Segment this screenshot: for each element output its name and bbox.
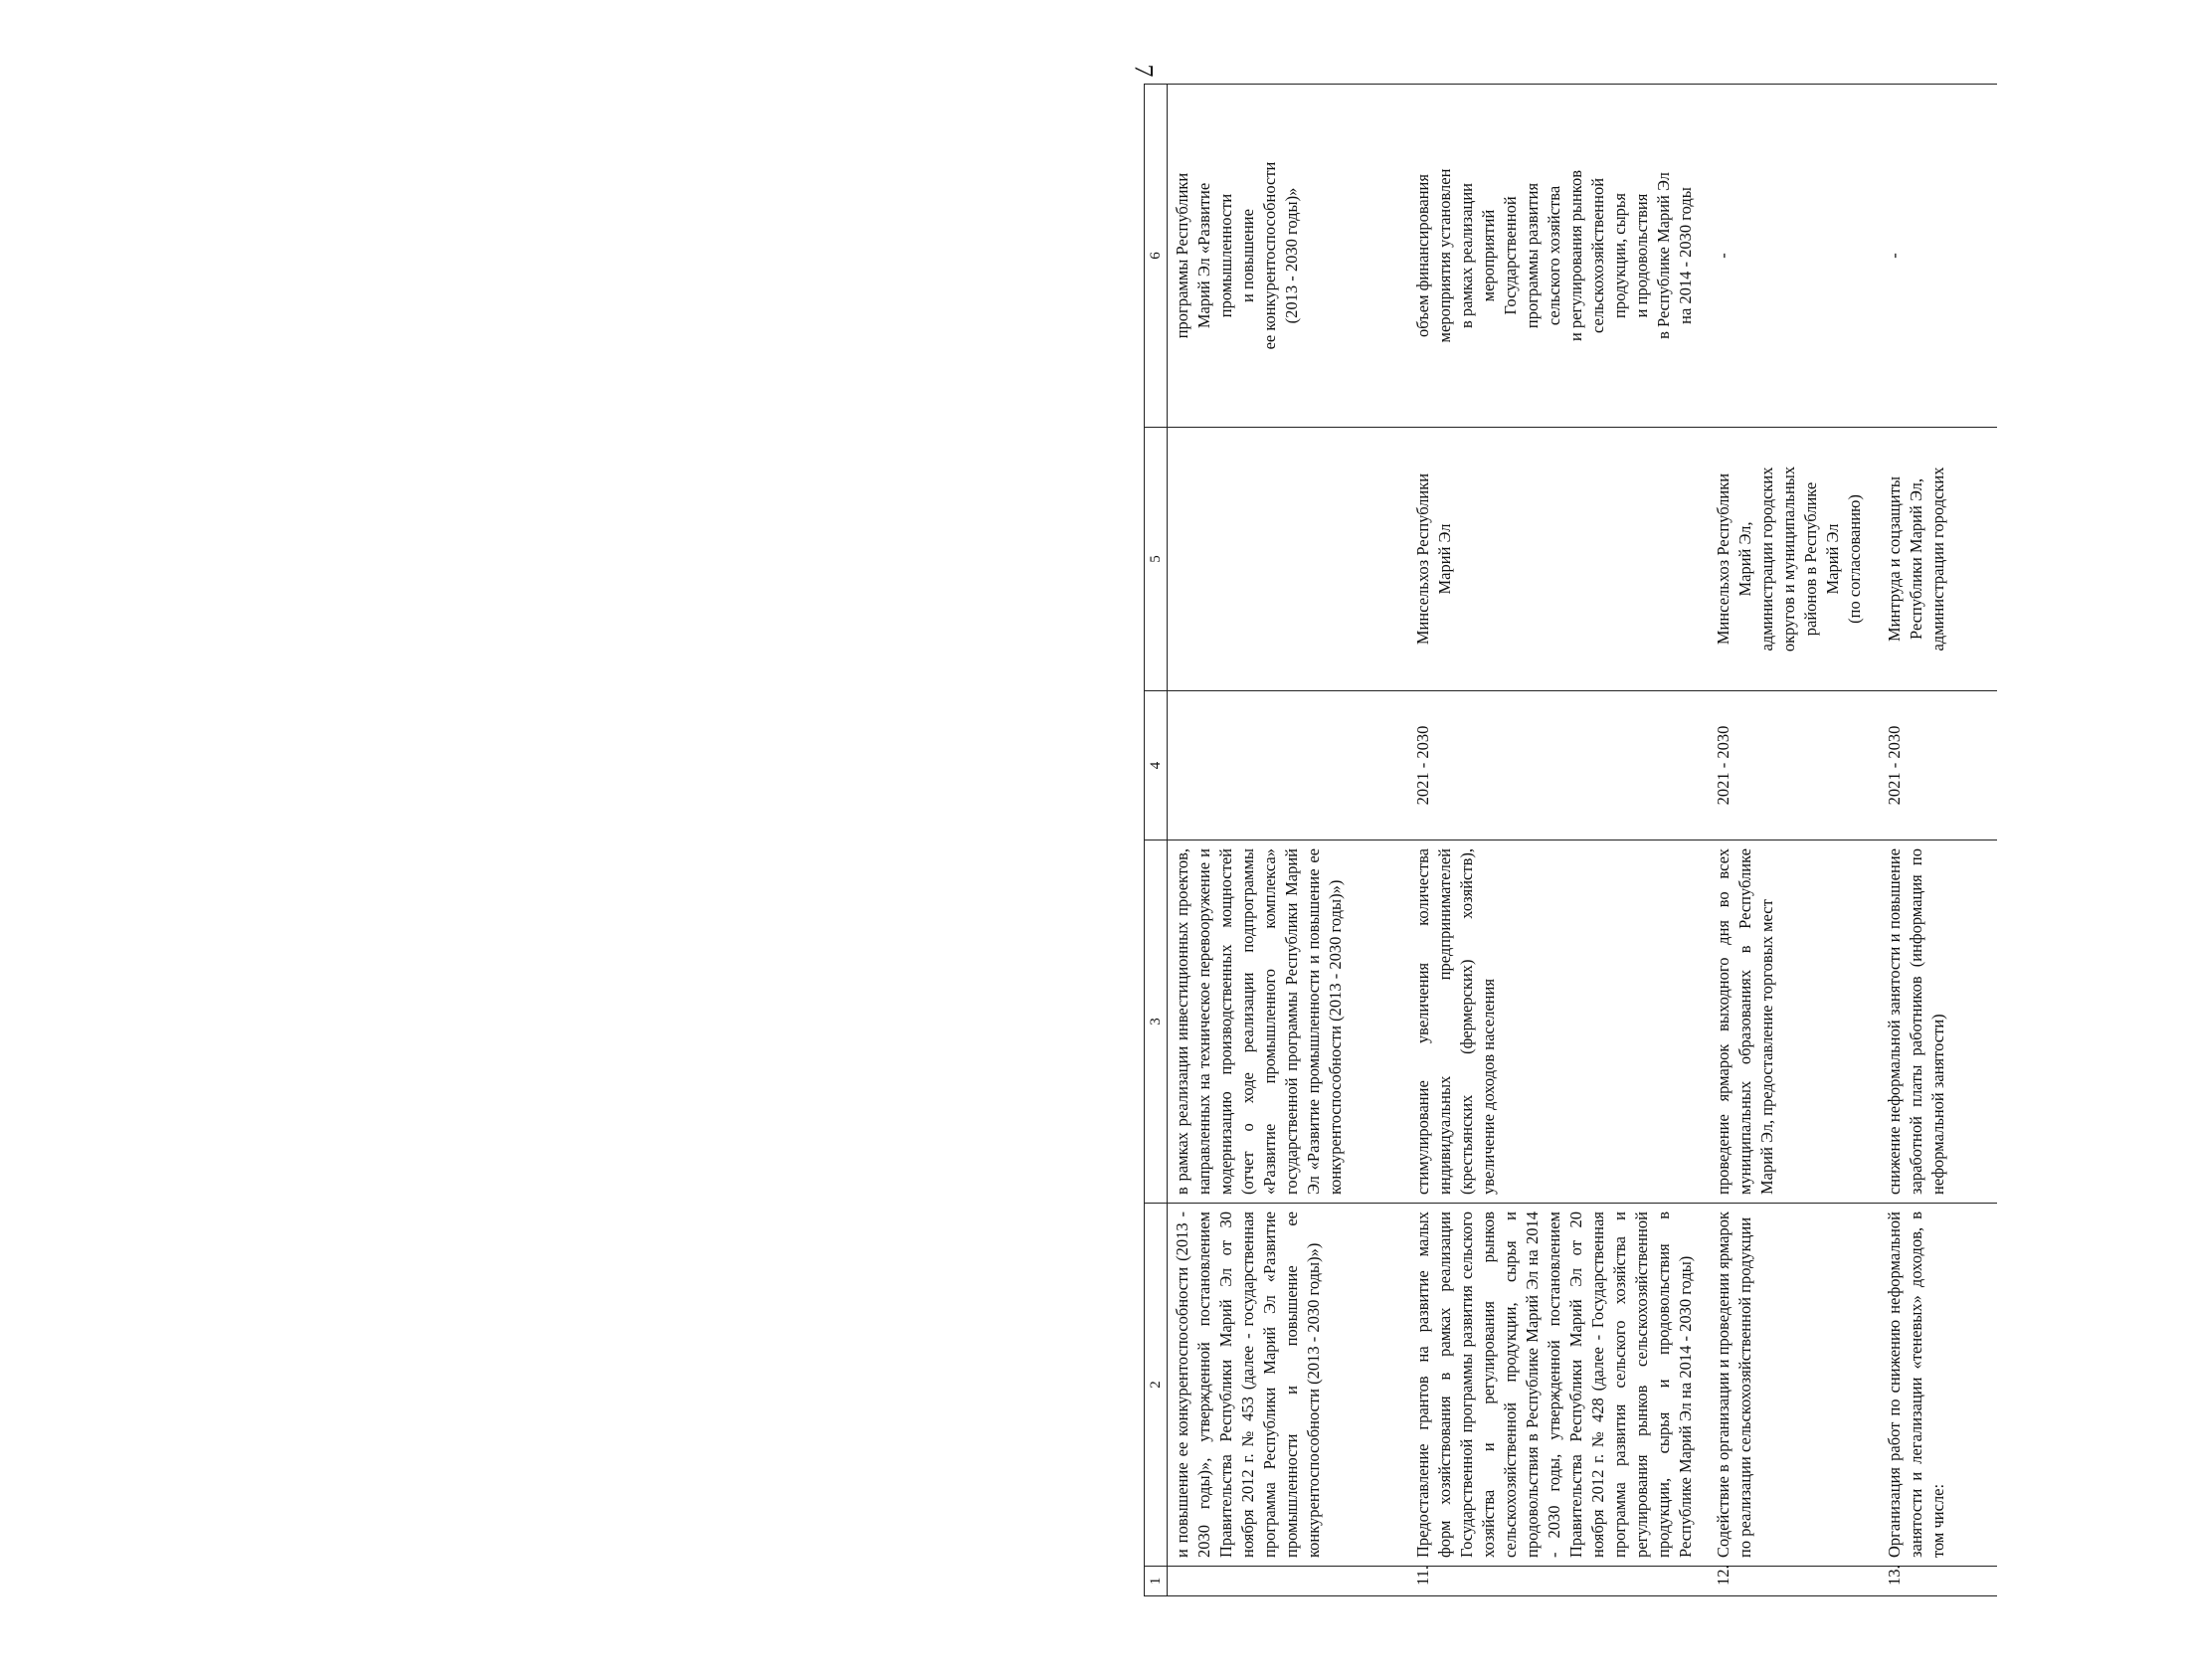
col-header-6: 6 [1145, 85, 1168, 428]
result-cell: проведение ярмарок выходного дня во всех муниципальных образованиях в Республике Марий Эл, предоставление торговых мест [1705, 840, 1876, 1204]
col-header-1: 1 [1145, 1567, 1168, 1596]
result-cell: в рамках реализации инвестиционных проектов, направленных на техническое перевооружение и модернизацию производственных мощностей (отчет о ходе реализации подпрограммы «Развитие промышленного комплекса» государственной программы Республики Марий Эл «Развитие промышленности и повышение ее конкурентоспособности (2013 - 2030 годы)») [1168, 840, 1405, 1204]
program-table [1144, 84, 1997, 1596]
executor-cell: Минсельхоз Республики Марий Эл, администрации городских округов и муниципальных районов в Республике Марий Эл (по согласованию) [1705, 428, 1876, 691]
funding-cell: программы Республики Марий Эл «Развитие промышленности и повышение ее конкурентоспособности (2013 - 2030 годы)» [1168, 85, 1405, 428]
row-number [1168, 1567, 1405, 1596]
executor-cell: Минтруда и соцзащиты Республики Марий Эл, администрации городских [1876, 428, 1997, 691]
row-number: 13. [1876, 1567, 1997, 1596]
period-cell: 2021 - 2030 [1876, 691, 1997, 840]
col-header-5: 5 [1145, 428, 1168, 691]
col-header-2: 2 [1145, 1204, 1168, 1567]
measure-cell: Предоставление грантов на развитие малых форм хозяйствования в рамках реализации Государственной программы развития сельского хозяйства и регулирования рынков сельскохозяйственной продукции, сырья и продовольствия в Республике Марий Эл на 2014 - 2030 годы, утвержденной постановлением Правительства Республики Марий Эл от 20 ноября 2012 г. № 428 (далее - Государственная программа развития сельского хозяйства и регулирования рынков сельскохозяйственной продукции, сырья и продовольствия в Республике Марий Эл на 2014 - 2030 годы) [1404, 1204, 1705, 1567]
measure-cell: Организация работ по снижению неформальной занятости и легализации «теневых» доходов, в том числе: [1876, 1204, 1997, 1567]
row-number: 11. [1404, 1567, 1705, 1596]
rotated-page [1144, 85, 2188, 1596]
header-row [1145, 85, 1168, 1596]
table-row [1168, 85, 1405, 1596]
measure-cell: и повышение ее конкурентоспособности (2013 - 2030 годы)», утвержденной постановлением Правительства Республики Марий Эл от 30 ноября 2012 г. № 453 (далее - государственная программа Республики Марий Эл «Развитие промышленности и повышение ее конкурентоспособности (2013 - 2030 годы)») [1168, 1204, 1405, 1567]
funding-cell: - [1705, 85, 1876, 428]
period-cell: 2021 - 2030 [1705, 691, 1876, 840]
measure-cell: Содействие в организации и проведении ярмарок по реализации сельскохозяйственной продукции [1705, 1204, 1876, 1567]
col-header-4: 4 [1145, 691, 1168, 840]
period-cell: 2021 - 2030 [1404, 691, 1705, 840]
col-header-3: 3 [1145, 840, 1168, 1204]
table-row [1705, 85, 1876, 1596]
funding-cell: объем финансирования мероприятия установлен в рамках реализации мероприятий Государственной программы развития сельского хозяйства и регулирования рынков сельскохозяйственной продукции, сырья и продовольствия в Республике Марий Эл на 2014 - 2030 годы [1404, 85, 1705, 428]
table-row [1876, 85, 1997, 1596]
result-cell: стимулирование увеличения количества индивидуальных предпринимателей (крестьянских (фермерских) хозяйств), увеличение доходов населения [1404, 840, 1705, 1204]
period-cell [1168, 691, 1405, 840]
result-cell: снижение неформальной занятости и повышение заработной платы работников (информация по неформальной занятости) [1876, 840, 1997, 1204]
page-number: 7 [1129, 64, 1159, 78]
funding-cell: - [1876, 85, 1997, 428]
row-number: 12. [1705, 1567, 1876, 1596]
executor-cell: Минсельхоз Республики Марий Эл [1404, 428, 1705, 691]
executor-cell [1168, 428, 1405, 691]
table-row [1404, 85, 1705, 1596]
